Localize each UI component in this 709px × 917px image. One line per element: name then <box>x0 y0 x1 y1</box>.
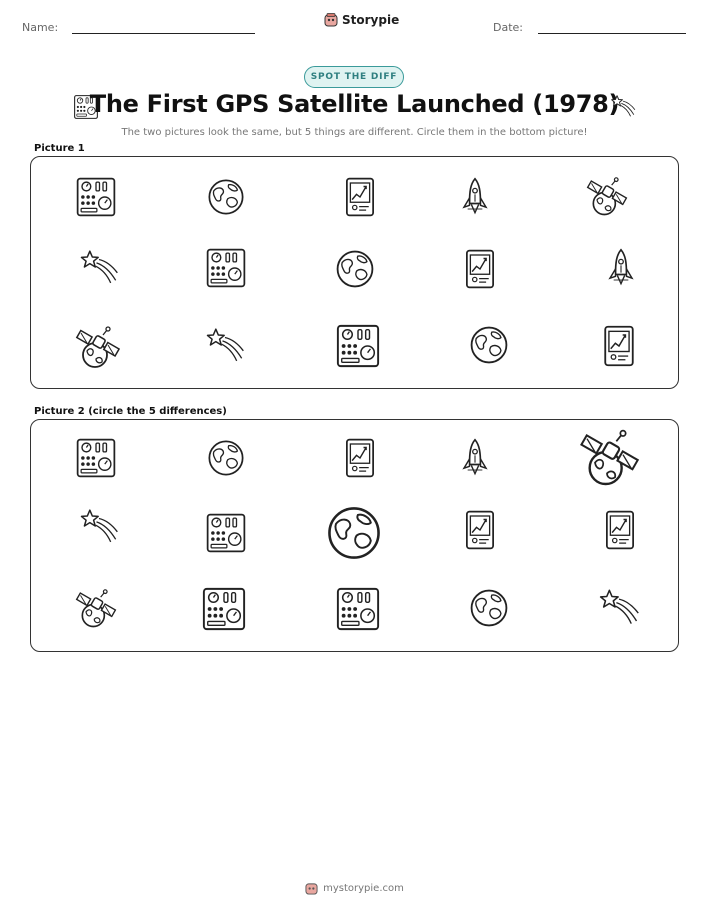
satellite-icon-large <box>579 428 643 496</box>
control-panel-icon <box>335 323 381 373</box>
earth-icon-large <box>323 502 385 568</box>
name-label: Name: <box>22 21 59 34</box>
brand-logo <box>324 13 399 27</box>
date-label: Date: <box>493 21 523 34</box>
name-line[interactable] <box>72 33 255 34</box>
tablet-map-icon <box>339 435 381 485</box>
control-panel-icon <box>75 437 117 483</box>
tablet-map-icon <box>459 506 501 558</box>
rocket-icon <box>453 434 497 488</box>
satellite-icon <box>75 325 123 377</box>
control-panel-icon <box>75 176 117 222</box>
tablet-map-icon <box>597 321 641 375</box>
satellite-icon <box>586 176 630 224</box>
picture-1-label: Picture 1 <box>34 143 85 154</box>
earth-icon <box>205 176 247 222</box>
rocket-icon <box>599 244 643 298</box>
tablet-map-icon-extra <box>599 506 641 558</box>
storypie-mascot-icon <box>324 13 338 27</box>
storypie-mascot-icon <box>305 882 318 895</box>
instructions: The two pictures look the same, but 5 things are different. Circle them in the bottom picture! <box>121 127 588 138</box>
title-shooting-star-icon <box>608 93 638 123</box>
tablet-map-icon <box>459 245 501 297</box>
shooting-star-icon <box>75 247 123 291</box>
date-line[interactable] <box>538 33 686 34</box>
earth-icon <box>467 586 511 634</box>
control-panel-icon <box>205 512 247 558</box>
shooting-star-icon <box>201 325 249 369</box>
earth-icon <box>467 323 511 371</box>
control-panel-icon <box>205 247 247 293</box>
footer-url[interactable]: mystorypie.com <box>323 883 404 894</box>
tablet-map-icon <box>339 176 381 222</box>
picture-2-label: Picture 2 (circle the 5 differences) <box>34 406 227 417</box>
brand-name: Storypie <box>342 13 400 27</box>
satellite-icon <box>75 588 119 636</box>
shooting-star-icon <box>75 506 123 550</box>
earth-icon <box>333 247 377 295</box>
earth-icon <box>205 437 247 483</box>
rocket-icon <box>453 174 497 226</box>
page-title: The First GPS Satellite Launched (1978) <box>89 90 620 118</box>
control-panel-icon <box>335 586 381 636</box>
spot-the-diff-badge: SPOT THE DIFF <box>304 66 404 88</box>
control-panel-icon-extra <box>201 586 247 636</box>
shooting-star-icon-extra <box>595 586 643 632</box>
picture-2-panel <box>30 419 679 652</box>
footer <box>0 882 709 898</box>
picture-1-panel <box>30 156 679 389</box>
